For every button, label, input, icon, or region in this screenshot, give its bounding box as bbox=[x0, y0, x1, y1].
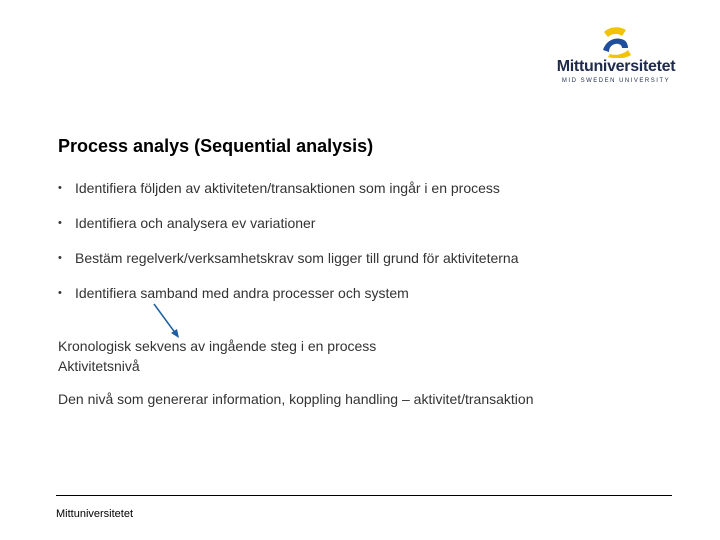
note-activity-level: Aktivitetsnivå bbox=[58, 358, 140, 374]
bullet-item bbox=[58, 213, 519, 248]
bullet-dot: • bbox=[58, 287, 62, 299]
logo-name: Mittuniversitetet bbox=[556, 58, 676, 75]
bullet-dot: • bbox=[58, 182, 62, 194]
bullet-dot: • bbox=[58, 217, 62, 229]
bullet-list bbox=[58, 178, 519, 318]
mittuniversitetet-logo-icon bbox=[600, 24, 632, 58]
bullet-item bbox=[58, 283, 519, 318]
logo-subtitle: MID SWEDEN UNIVERSITY bbox=[561, 78, 671, 84]
university-logo bbox=[552, 24, 682, 94]
footer-divider bbox=[56, 495, 672, 496]
bullet-text: Identifiera samband med andra processer och system bbox=[75, 285, 409, 301]
pointer-arrow bbox=[150, 300, 186, 340]
note-chronological-sequence: Kronologisk sekvens av ingående steg i en process bbox=[58, 338, 377, 354]
bullet-dot: • bbox=[58, 252, 62, 264]
bullet-item bbox=[58, 248, 519, 283]
bullet-item bbox=[58, 178, 519, 213]
footer-label: Mittuniversitetet bbox=[56, 508, 134, 520]
bullet-text: Bestäm regelverk/verksamhetskrav som ligger till grund för aktiviteterna bbox=[75, 250, 519, 266]
note-level-description: Den nivå som genererar information, koppling handling – aktivitet/transaktion bbox=[58, 391, 534, 407]
bullet-text: Identifiera och analysera ev variationer bbox=[75, 215, 316, 231]
slide-title: Process analys (Sequential analysis) bbox=[58, 136, 374, 156]
bullet-text: Identifiera följden av aktiviteten/transaktionen som ingår i en process bbox=[75, 180, 500, 196]
